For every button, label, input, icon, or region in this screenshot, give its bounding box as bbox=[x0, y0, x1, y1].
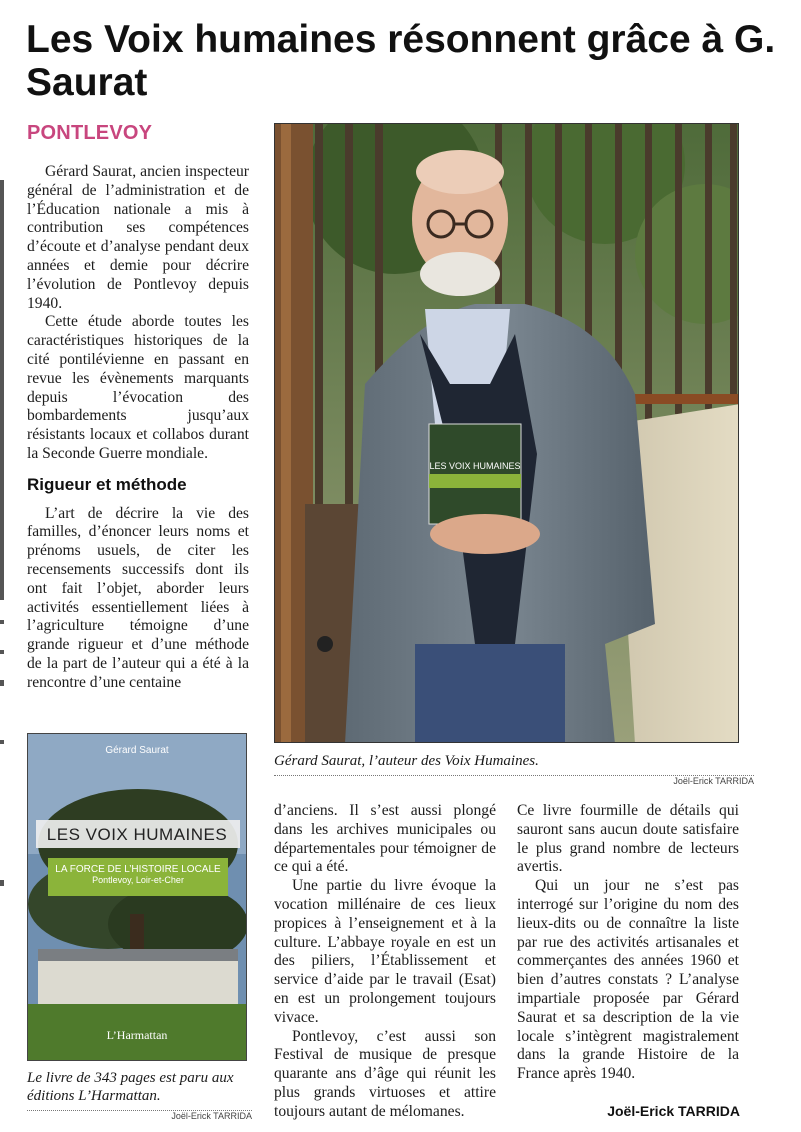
svg-text:LES VOIX HUMAINES: LES VOIX HUMAINES bbox=[429, 461, 521, 471]
book-author: Gérard Saurat bbox=[105, 745, 169, 756]
photo-credit: Joël-Erick TARRIDA bbox=[274, 775, 754, 786]
paragraph: d’anciens. Il s’est aussi plongé dans les archives municipales ou départementales pour témoigner de ce qui a été. bbox=[274, 802, 496, 876]
paragraph: Gérard Saurat, ancien inspecteur général de l’administration et de l’Éducation nationale a mis à contribution ses compétences d’écoute et d’analyse pendant deux années et demie pour décrire l’évolution de Pontlevoy depuis 1940. bbox=[27, 163, 249, 312]
author-photo bbox=[274, 123, 739, 743]
paragraph: L’art de décrire la vie des familles, d’énoncer leurs noms et prénoms usuels, de citer les recensements successifs dont ils ont fait l’objet, aborder leurs activités essentiellement liées à l’agriculture témoigne d’une grande rigueur et d’une méthode de la part de l’auteur qui a été à la rencontre d’une centaine bbox=[27, 504, 249, 691]
book-caption: Le livre de 343 pages est paru aux éditions L’Harmattan. bbox=[27, 1070, 234, 1104]
book-publisher: L’Harmattan bbox=[106, 1028, 168, 1042]
book-cover-image bbox=[27, 733, 247, 1061]
book-title: LES VOIX HUMAINES bbox=[46, 825, 228, 844]
left-text-column bbox=[27, 163, 249, 693]
photo-caption: Gérard Saurat, l’auteur des Voix Humaines. bbox=[274, 753, 539, 769]
middle-text-column bbox=[274, 802, 496, 1122]
book-subtitle-band bbox=[48, 858, 228, 896]
article-kicker: PONTLEVOY bbox=[27, 122, 153, 144]
book-subtitle: LA FORCE DE L’HISTOIRE LOCALE bbox=[55, 864, 221, 875]
right-text-column bbox=[517, 802, 739, 1084]
subheading: Rigueur et méthode bbox=[27, 474, 187, 494]
book-place: Pontlevoy, Loir-et-Cher bbox=[92, 875, 184, 885]
paragraph: Pontlevoy, c’est aussi son Festival de musique de presque quarante ans d’âge qui réunit les plus grands virtuoses et attire toujours autant de mélomanes. bbox=[274, 1027, 496, 1120]
paragraph: Une partie du livre évoque la vocation millénaire de ces lieux propices à l’enseignement et à la culture. L’abbaye royale en est un des piliers, l’Établissement et service d’aide par le travail (Esat) en est un prolongement toujours vivace. bbox=[274, 877, 496, 1026]
paragraph: Ce livre fourmille de détails qui sauront sans aucun doute satisfaire le plus grand nombre de lecteurs avertis. bbox=[517, 802, 739, 876]
article-signature: Joël-Erick TARRIDA bbox=[607, 1103, 740, 1119]
book-credit: Joël-Erick TARRIDA bbox=[27, 1110, 252, 1121]
paragraph: Qui un jour ne s’est pas interrogé sur l’origine du nom des lieux-dits ou de connaître la liste par rue des activités artisanales et commerçantes des années 1960 et bien d’autres constats ? L’analyse impartiale proposée par Gérard Saurat et sa description de la vie locale s’intègrent magistralement dans la grande Histoire de la France après 1940. bbox=[517, 877, 739, 1083]
adjacent-page-edge bbox=[0, 180, 6, 910]
article-headline: Les Voix humaines résonnent grâce à G. Saurat bbox=[26, 18, 776, 104]
paragraph: Cette étude aborde toutes les caractéristiques historiques de la cité pontilévienne en passant en revue les évènements marquants depuis l’évocation des bombardements jusqu’aux résistants locaux et collabos durant la Seconde Guerre mondiale. bbox=[27, 313, 249, 462]
